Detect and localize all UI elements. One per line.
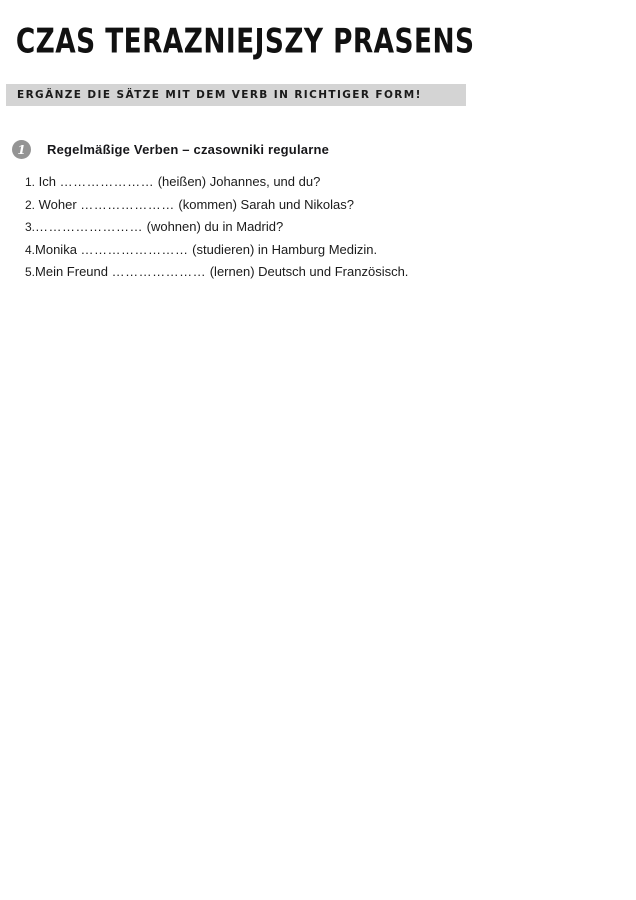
exercise-header (0, 140, 636, 159)
exercise-number-badge: 1 (12, 140, 31, 159)
item-number: 2. (25, 197, 36, 212)
exercise-1 (0, 140, 636, 284)
page-title: CZAS TERAZNIEJSZY PRASENS (15, 22, 475, 62)
exercise-item-list (0, 171, 636, 284)
item-number: 1. (25, 175, 36, 189)
item-text-after: (studieren) in Hamburg Medizin. (188, 241, 378, 257)
item-text-after: (lernen) Deutsch und Französisch. (206, 264, 409, 279)
item-text-after: (kommen) Sarah und Nikolas? (174, 196, 354, 212)
answer-blank[interactable]: ………………… (59, 174, 155, 189)
list-item (25, 239, 636, 262)
item-text-before: Monika (35, 241, 81, 257)
item-number: 3. (25, 220, 36, 234)
item-text-after: (wohnen) du in Madrid? (143, 219, 284, 234)
list-item (25, 261, 636, 284)
item-number: 5. (25, 265, 36, 279)
list-item (25, 216, 636, 239)
answer-blank[interactable]: …………………… (35, 219, 144, 234)
answer-blank[interactable]: ………………… (80, 196, 175, 212)
instruction-banner (6, 84, 466, 106)
exercise-heading: Regelmäßige Verben – czasowniki regularne (47, 142, 330, 157)
answer-blank[interactable]: ………………… (111, 264, 207, 279)
item-text-after: (heißen) Johannes, und du? (154, 174, 321, 189)
instruction-text: ERGÄNZE DIE SÄTZE MIT DEM VERB IN RICHTIGER FORM! (17, 89, 422, 101)
answer-blank[interactable]: …………………… (80, 241, 189, 257)
item-text-before: Ich (35, 174, 60, 189)
item-text-before: Woher (35, 196, 81, 212)
item-number: 4. (25, 242, 36, 257)
list-item (25, 194, 636, 217)
item-text-before: Mein Freund (35, 264, 112, 279)
list-item (25, 171, 636, 194)
